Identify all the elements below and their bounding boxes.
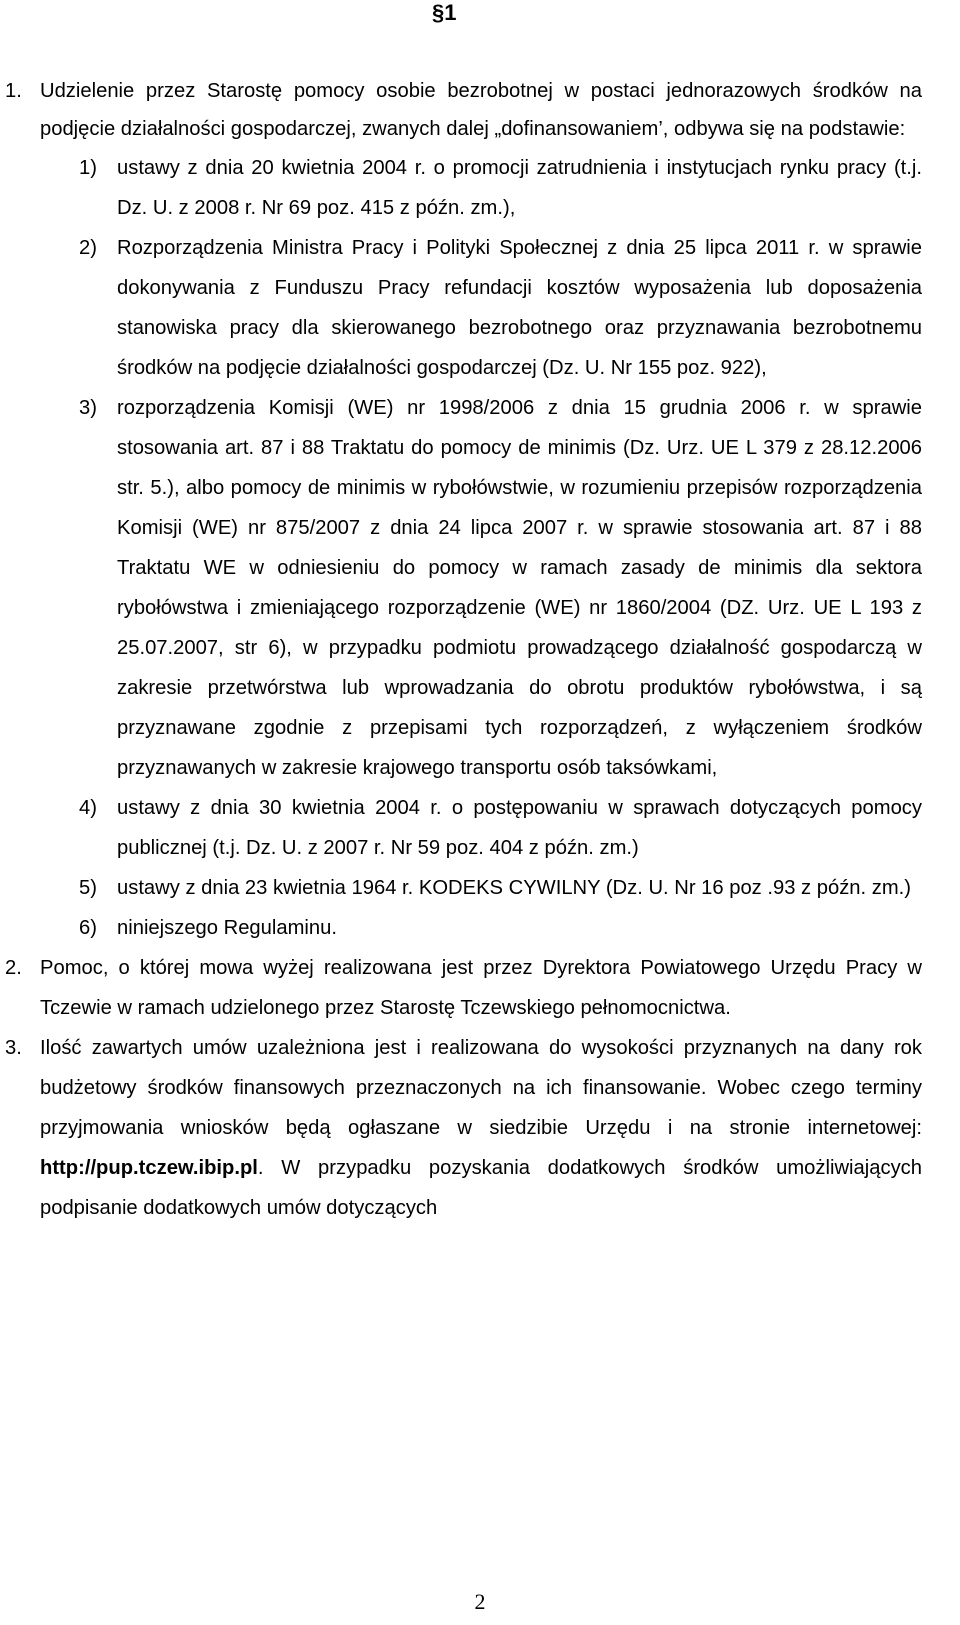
- list-item: [0, 228, 960, 388]
- list-item-text: ustawy z dnia 20 kwietnia 2004 r. o promocji zatrudnienia i instytucjach rynku pracy (t.j. Dz. U. z 2008 r. Nr 69 poz. 415 z późn. zm.),: [117, 157, 922, 219]
- list-item-text: ustawy z dnia 30 kwietnia 2004 r. o postępowaniu w sprawach dotyczących pomocy publicznej (t.j. Dz. U. z 2007 r. Nr 59 poz. 404 z późn. zm.): [117, 797, 922, 859]
- document-body: [0, 72, 960, 1228]
- paragraph-number: 1.: [5, 80, 22, 102]
- page-number: 2: [474, 1589, 486, 1614]
- list-item: [0, 788, 960, 868]
- list-item: [0, 388, 960, 788]
- list-item-text: Rozporządzenia Ministra Pracy i Polityki Społecznej z dnia 25 lipca 2011 r. w sprawie dokonywania z Funduszu Pracy refundacji kosztów wyposażenia lub doposażenia stanowiska pracy dla skierowanego bezrobotnego oraz przyznawania bezrobotnemu środków na podjęcie działalności gospodarczej (Dz. U. Nr 155 poz. 922),: [117, 237, 922, 379]
- list-item-number: 2): [79, 237, 97, 259]
- list-item-number: 5): [79, 877, 97, 899]
- paragraph-text: Udzielenie przez Starostę pomocy osobie bezrobotnej w postaci jednorazowych środków na podjęcie działalności gospodarczej, zwanych dalej „dofinansowaniem’, odbywa się na podstawie:: [40, 80, 922, 140]
- paragraph-text: Ilość zawartych umów uzależniona jest i realizowana do wysokości przyznanych na dany rok budżetowy środków finansowych przeznaczonych na ich finansowanie. Wobec czego terminy przyjmowania wniosków będą ogłaszane w siedzibie Urzędu i na stronie internetowej:: [40, 1037, 922, 1139]
- paragraph-text-continued: . W przypadku pozyskania dodatkowych środków umożliwiających podpisanie dodatkowych umów dotyczących: [40, 1157, 922, 1219]
- list-item-number: 1): [79, 157, 97, 179]
- list-item-text: niniejszego Regulaminu.: [117, 917, 337, 939]
- paragraph-1: [0, 72, 960, 148]
- website-link[interactable]: http://pup.tczew.ibip.pl: [40, 1157, 258, 1179]
- list-item: [0, 908, 960, 948]
- list-item-number: 3): [79, 397, 97, 419]
- list-item: [0, 868, 960, 908]
- paragraph-number: 2.: [5, 957, 22, 979]
- list-item-text: rozporządzenia Komisji (WE) nr 1998/2006 z dnia 15 grudnia 2006 r. w sprawie stosowania art. 87 i 88 Traktatu do pomocy de minimis (Dz. Urz. UE L 379 z 28.12.2006 str. 5.), albo pomocy de minimis w rybołówstwie, w rozumieniu przepisów rozporządzenia Komisji (WE) nr 875/2007 z dnia 24 lipca 2007 r. w sprawie stosowania art. 87 i 88 Traktatu WE w odniesieniu do pomocy w ramach zasady de minimis dla sektora rybołówstwa i zmieniającego rozporządzenie (WE) nr 1860/2004 (DZ. Urz. UE L 193 z 25.07.2007, str 6), w przypadku podmiotu prowadzącego działalność gospodarczą w zakresie przetwórstwa lub wprowadzania do obrotu produktów rybołówstwa, i są przyznawane zgodnie z przepisami tych rozporządzeń, z wyłączeniem środków przyznawanych w zakresie krajowego transportu osób taksówkami,: [117, 397, 922, 779]
- legal-basis-list: [0, 148, 960, 948]
- paragraph-text: Pomoc, o której mowa wyżej realizowana jest przez Dyrektora Powiatowego Urzędu Pracy w Tczewie w ramach udzielonego przez Starostę Tczewskiego pełnomocnictwa.: [40, 957, 922, 1019]
- list-item-number: 4): [79, 797, 97, 819]
- section-heading: §1: [432, 0, 457, 25]
- list-item-number: 6): [79, 917, 97, 939]
- list-item: [0, 148, 960, 228]
- paragraph-2: [0, 948, 960, 1028]
- list-item-text: ustawy z dnia 23 kwietnia 1964 r. KODEKS CYWILNY (Dz. U. Nr 16 poz .93 z późn. zm.): [117, 877, 911, 899]
- paragraph-3: [0, 1028, 960, 1228]
- paragraph-number: 3.: [5, 1037, 22, 1059]
